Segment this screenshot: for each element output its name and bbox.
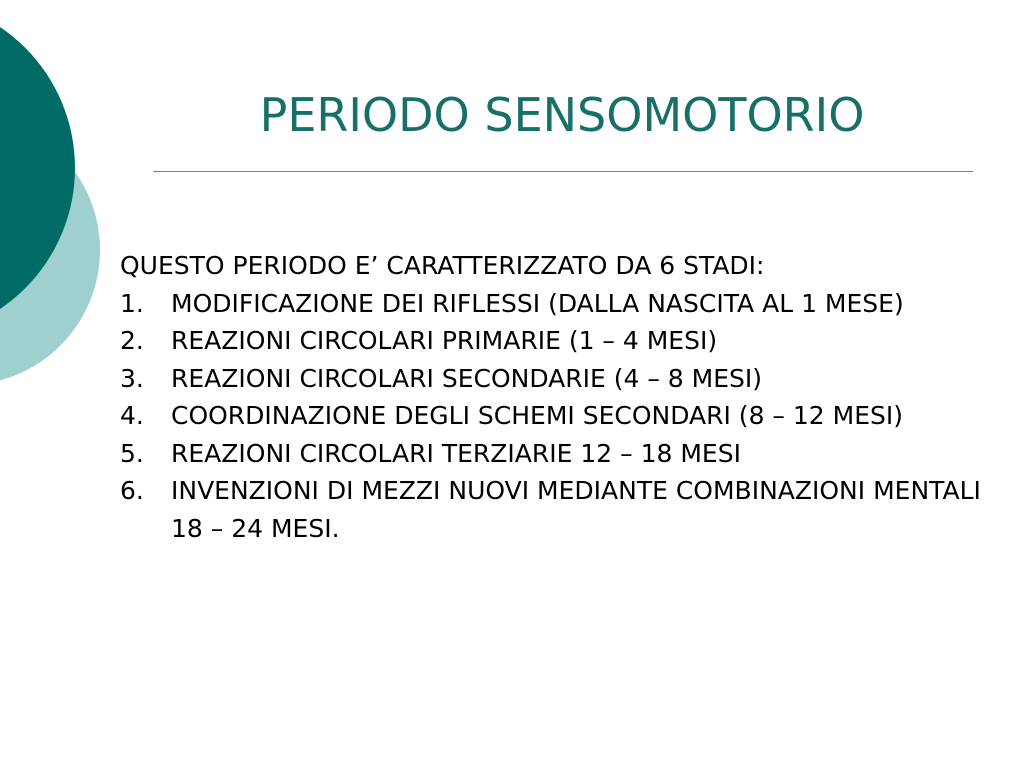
decorative-circles <box>0 0 110 410</box>
stage-number: 4. <box>120 401 144 430</box>
stage-item-4 <box>120 397 1020 435</box>
stage-number: 1. <box>120 288 144 318</box>
stage-text: REAZIONI CIRCOLARI SECONDARIE (4 – 8 MESI) <box>171 363 763 393</box>
stage-text: COORDINAZIONE DEGLI SCHEMI SECONDARI (8 – 12 MESI) <box>171 401 903 430</box>
stage-item-3 <box>120 360 1020 398</box>
intro-text: QUESTO PERIODO E’ CARATTERIZZATO DA 6 STADI: <box>120 251 765 280</box>
stage-text: REAZIONI CIRCOLARI PRIMARIE (1 – 4 MESI) <box>171 326 718 355</box>
stage-number: 5. <box>120 438 144 468</box>
stage-text: MODIFICAZIONE DEI RIFLESSI (DALLA NASCITA AL 1 MESE) <box>171 288 904 318</box>
stage-number: 3. <box>120 363 144 393</box>
stage-text: INVENZIONI DI MEZZI NUOVI MEDIANTE COMBINAZIONI MENTALI 18 – 24 MESI. <box>171 476 981 543</box>
stage-number: 6. <box>120 476 144 505</box>
stage-item-6 <box>120 472 1020 547</box>
stage-item-1 <box>120 285 1020 323</box>
stage-item-5 <box>120 435 1020 473</box>
stage-item-2 <box>120 322 1020 360</box>
slide-title: PERIODO SENSOMOTORIO <box>259 88 865 142</box>
stage-number: 2. <box>120 326 144 355</box>
stages-list <box>120 285 1020 548</box>
stage-text: REAZIONI CIRCOLARI TERZIARIE 12 – 18 MESI <box>171 438 741 468</box>
slide-body <box>120 247 1020 547</box>
title-divider <box>153 171 973 172</box>
